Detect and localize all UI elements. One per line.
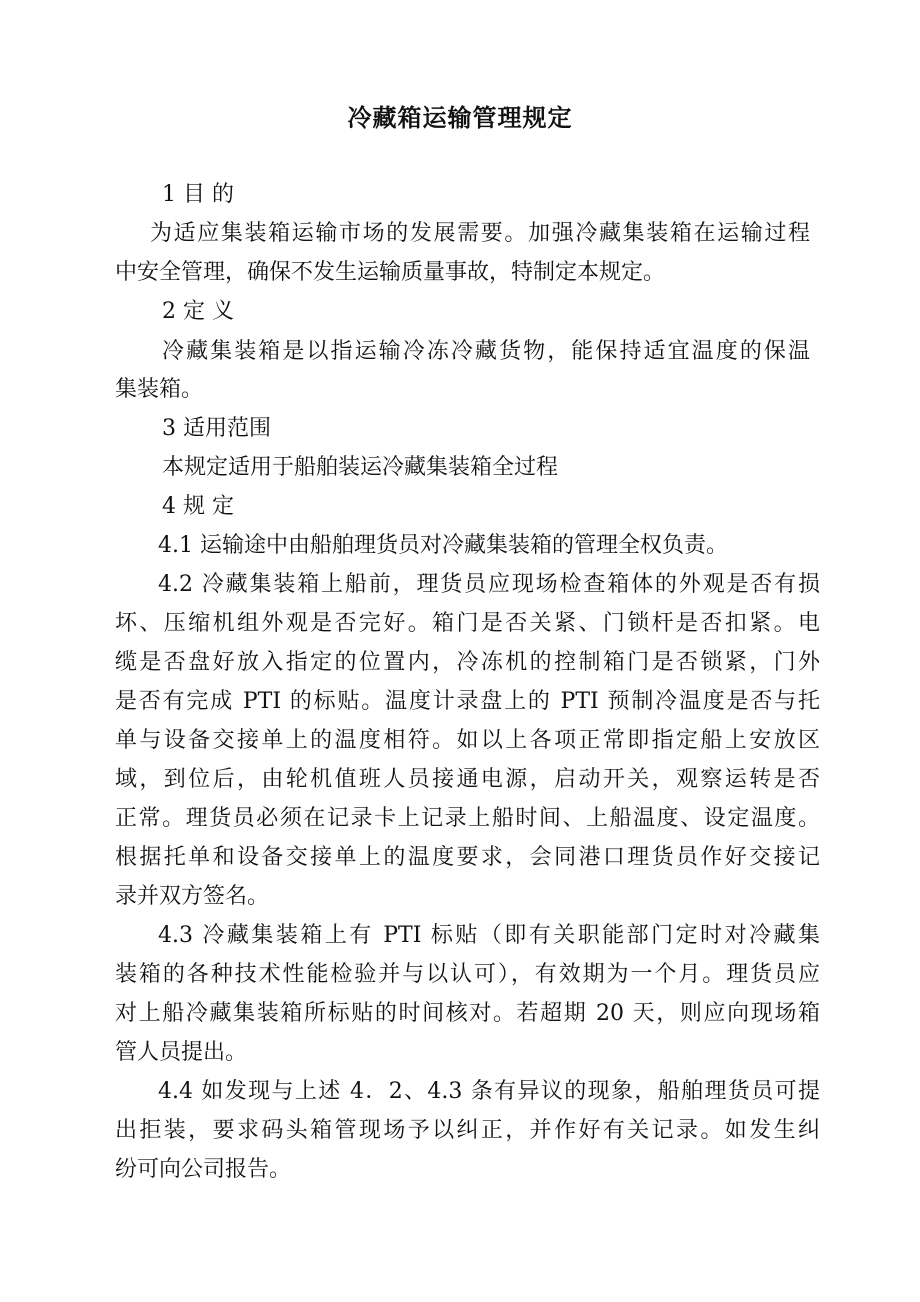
section-1-heading: 1 目 的: [162, 182, 234, 207]
clause-4-2-line: 正常。理货员必须在记录卡上记录上船时间、上船温度、设定温度。: [115, 806, 820, 831]
clause-4-4-line: 纷可向公司报告。: [115, 1157, 292, 1182]
document-title: 冷藏箱运输管理规定: [347, 104, 573, 132]
clause-4-2-line: 缆是否盘好放入指定的位置内，冷冻机的控制箱门是否锁紧，门外: [115, 650, 820, 675]
clause-4-3-line: 4.3 冷藏集装箱上有 PTI 标贴（即有关职能部门定时对冷藏集: [158, 923, 820, 948]
clause-4-2-line: 根据托单和设备交接单上的温度要求，会同港口理货员作好交接记: [115, 845, 820, 870]
clause-4-1-line: 4.1 运输途中由船舶理货员对冷藏集装箱的管理全权负责。: [158, 533, 728, 558]
clause-4-2-line: 4.2 冷藏集装箱上船前，理货员应现场检查箱体的外观是否有损: [158, 572, 820, 597]
clause-4-4-line: 4.4 如发现与上述 4．2、4.3 条有异议的现象，船舶理货员可提: [158, 1079, 820, 1104]
section-1-text-line: 中安全管理，确保不发生运输质量事故，特制定本规定。: [115, 260, 666, 285]
clause-4-3-line: 装箱的各种技术性能检验并与以认可），有效期为一个月。理货员应: [115, 962, 820, 987]
clause-4-4-line: 出拒装，要求码头箱管现场予以纠正，并作好有关记录。如发生纠: [115, 1118, 820, 1143]
clause-4-2-line: 录并双方签名。: [115, 884, 270, 909]
clause-4-2-line: 单与设备交接单上的温度相符。如以上各项正常即指定船上安放区: [115, 728, 820, 753]
clause-4-3-line: 对上船冷藏集装箱所标贴的时间核对。若超期 20 天，则应向现场箱: [115, 1001, 820, 1026]
section-3-text-line: 本规定适用于船舶装运冷藏集装箱全过程: [162, 455, 559, 480]
section-3-heading: 3 适用范围: [162, 416, 271, 441]
clause-4-3-line: 管人员提出。: [115, 1040, 248, 1065]
clause-4-2-line: 是否有完成 PTI 的标贴。温度计录盘上的 PTI 预制冷温度是否与托: [115, 689, 820, 714]
section-2-text-line: 集装箱。: [115, 377, 204, 402]
section-2-heading: 2 定 义: [162, 299, 234, 324]
clause-4-2-line: 域，到位后，由轮机值班人员接通电源，启动开关，观察运转是否: [115, 767, 820, 792]
section-2-text-line: 冷藏集装箱是以指运输冷冻冷藏货物，能保持适宜温度的保温: [162, 339, 810, 364]
clause-4-2-line: 坏、压缩机组外观是否完好。箱门是否关紧、门锁杆是否扣紧。电: [115, 611, 820, 636]
section-4-heading: 4 规 定: [162, 494, 234, 519]
section-1-text-line: 为适应集装箱运输市场的发展需要。加强冷藏集装箱在运输过程: [150, 221, 810, 246]
